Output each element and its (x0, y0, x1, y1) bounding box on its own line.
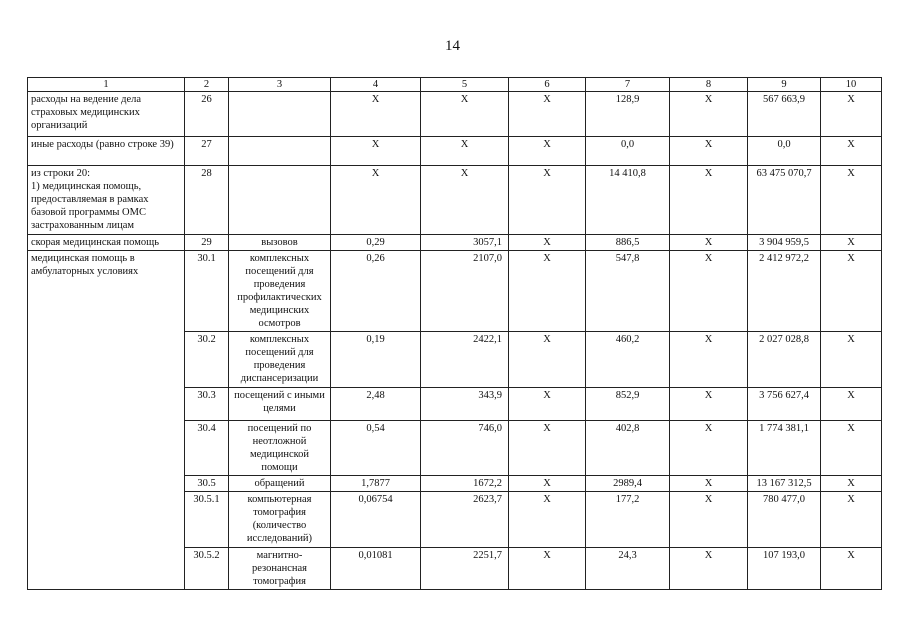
column-header: 7 (586, 78, 670, 92)
column-header-row (28, 78, 882, 92)
cell-col4: 0,01081 (331, 548, 421, 590)
cell-col7: 0,0 (586, 137, 670, 166)
column-header: 9 (748, 78, 821, 92)
cell-col4: 1,7877 (331, 476, 421, 492)
cell-col6: X (509, 251, 586, 332)
cell-col9: 780 477,0 (748, 492, 821, 548)
row-unit: компьютерная томография (количество исследований) (229, 492, 331, 548)
cell-col5: 3057,1 (421, 235, 509, 251)
cell-col4: 0,29 (331, 235, 421, 251)
table-row (28, 137, 882, 166)
cell-col10: X (821, 476, 882, 492)
financial-table (27, 77, 882, 590)
cell-col6: X (509, 235, 586, 251)
cell-col5: 2251,7 (421, 548, 509, 590)
row-unit (229, 137, 331, 166)
row-unit (229, 92, 331, 137)
cell-col10: X (821, 137, 882, 166)
cell-col10: X (821, 235, 882, 251)
cell-col10: X (821, 492, 882, 548)
cell-col10: X (821, 332, 882, 388)
row-unit: магнитно-резонансная томография (229, 548, 331, 590)
row-code: 30.5 (185, 476, 229, 492)
cell-col6: X (509, 166, 586, 235)
cell-col6: X (509, 137, 586, 166)
cell-col10: X (821, 166, 882, 235)
column-header: 8 (670, 78, 748, 92)
row-unit: вызовов (229, 235, 331, 251)
row-code: 26 (185, 92, 229, 137)
cell-col9: 2 027 028,8 (748, 332, 821, 388)
cell-col9: 107 193,0 (748, 548, 821, 590)
row-name: из строки 20: 1) медицинская помощь, предоставляемая в рамках базовой программы ОМС застрахованным лицам (28, 166, 185, 235)
row-unit: посещений с иными целями (229, 388, 331, 421)
cell-col5: X (421, 166, 509, 235)
row-code: 30.3 (185, 388, 229, 421)
cell-col5: 746,0 (421, 421, 509, 476)
cell-col5: X (421, 137, 509, 166)
cell-col6: X (509, 476, 586, 492)
cell-col5: 2422,1 (421, 332, 509, 388)
cell-col10: X (821, 548, 882, 590)
column-header: 4 (331, 78, 421, 92)
row-unit: комплексных посещений для проведения профилактических медицинских осмотров (229, 251, 331, 332)
cell-col4: 2,48 (331, 388, 421, 421)
cell-col7: 177,2 (586, 492, 670, 548)
row-unit: обращений (229, 476, 331, 492)
cell-col7: 547,8 (586, 251, 670, 332)
cell-col9: 63 475 070,7 (748, 166, 821, 235)
cell-col9: 3 756 627,4 (748, 388, 821, 421)
row-name: медицинская помощь в амбулаторных условиях (28, 251, 185, 590)
cell-col4: X (331, 137, 421, 166)
page-number: 14 (445, 38, 460, 54)
cell-col4: 0,06754 (331, 492, 421, 548)
row-code: 29 (185, 235, 229, 251)
cell-col8: X (670, 476, 748, 492)
cell-col8: X (670, 492, 748, 548)
cell-col10: X (821, 388, 882, 421)
cell-col8: X (670, 92, 748, 137)
cell-col7: 402,8 (586, 421, 670, 476)
table-row (28, 92, 882, 137)
cell-col8: X (670, 421, 748, 476)
row-unit: посещений по неотложной медицинской помощи (229, 421, 331, 476)
cell-col5: 343,9 (421, 388, 509, 421)
table-row (28, 166, 882, 235)
cell-col5: 2107,0 (421, 251, 509, 332)
row-unit: комплексных посещений для проведения диспансеризации (229, 332, 331, 388)
column-header: 3 (229, 78, 331, 92)
row-name: иные расходы (равно строке 39) (28, 137, 185, 166)
cell-col9: 13 167 312,5 (748, 476, 821, 492)
row-code: 28 (185, 166, 229, 235)
cell-col9: 567 663,9 (748, 92, 821, 137)
row-code: 30.5.2 (185, 548, 229, 590)
cell-col5: X (421, 92, 509, 137)
cell-col5: 1672,2 (421, 476, 509, 492)
cell-col7: 24,3 (586, 548, 670, 590)
cell-col6: X (509, 92, 586, 137)
cell-col8: X (670, 137, 748, 166)
column-header: 1 (28, 78, 185, 92)
column-header: 2 (185, 78, 229, 92)
cell-col6: X (509, 388, 586, 421)
table-row (28, 251, 882, 332)
column-header: 10 (821, 78, 882, 92)
cell-col4: X (331, 92, 421, 137)
cell-col9: 1 774 381,1 (748, 421, 821, 476)
row-code: 30.5.1 (185, 492, 229, 548)
cell-col8: X (670, 251, 748, 332)
cell-col6: X (509, 421, 586, 476)
cell-col9: 2 412 972,2 (748, 251, 821, 332)
cell-col4: X (331, 166, 421, 235)
row-name: скорая медицинская помощь (28, 235, 185, 251)
cell-col9: 3 904 959,5 (748, 235, 821, 251)
cell-col7: 886,5 (586, 235, 670, 251)
row-code: 30.2 (185, 332, 229, 388)
cell-col10: X (821, 92, 882, 137)
column-header: 6 (509, 78, 586, 92)
cell-col7: 852,9 (586, 388, 670, 421)
cell-col6: X (509, 492, 586, 548)
row-code: 30.4 (185, 421, 229, 476)
cell-col4: 0,19 (331, 332, 421, 388)
cell-col7: 14 410,8 (586, 166, 670, 235)
cell-col6: X (509, 332, 586, 388)
row-code: 27 (185, 137, 229, 166)
cell-col8: X (670, 388, 748, 421)
row-name: расходы на ведение дела страховых медицинских организаций (28, 92, 185, 137)
cell-col6: X (509, 548, 586, 590)
cell-col10: X (821, 421, 882, 476)
cell-col4: 0,54 (331, 421, 421, 476)
cell-col8: X (670, 548, 748, 590)
cell-col7: 460,2 (586, 332, 670, 388)
cell-col7: 128,9 (586, 92, 670, 137)
cell-col9: 0,0 (748, 137, 821, 166)
column-header: 5 (421, 78, 509, 92)
cell-col10: X (821, 251, 882, 332)
cell-col8: X (670, 235, 748, 251)
cell-col5: 2623,7 (421, 492, 509, 548)
cell-col4: 0,26 (331, 251, 421, 332)
row-code: 30.1 (185, 251, 229, 332)
cell-col8: X (670, 332, 748, 388)
cell-col8: X (670, 166, 748, 235)
table-row (28, 235, 882, 251)
cell-col7: 2989,4 (586, 476, 670, 492)
row-unit (229, 166, 331, 235)
